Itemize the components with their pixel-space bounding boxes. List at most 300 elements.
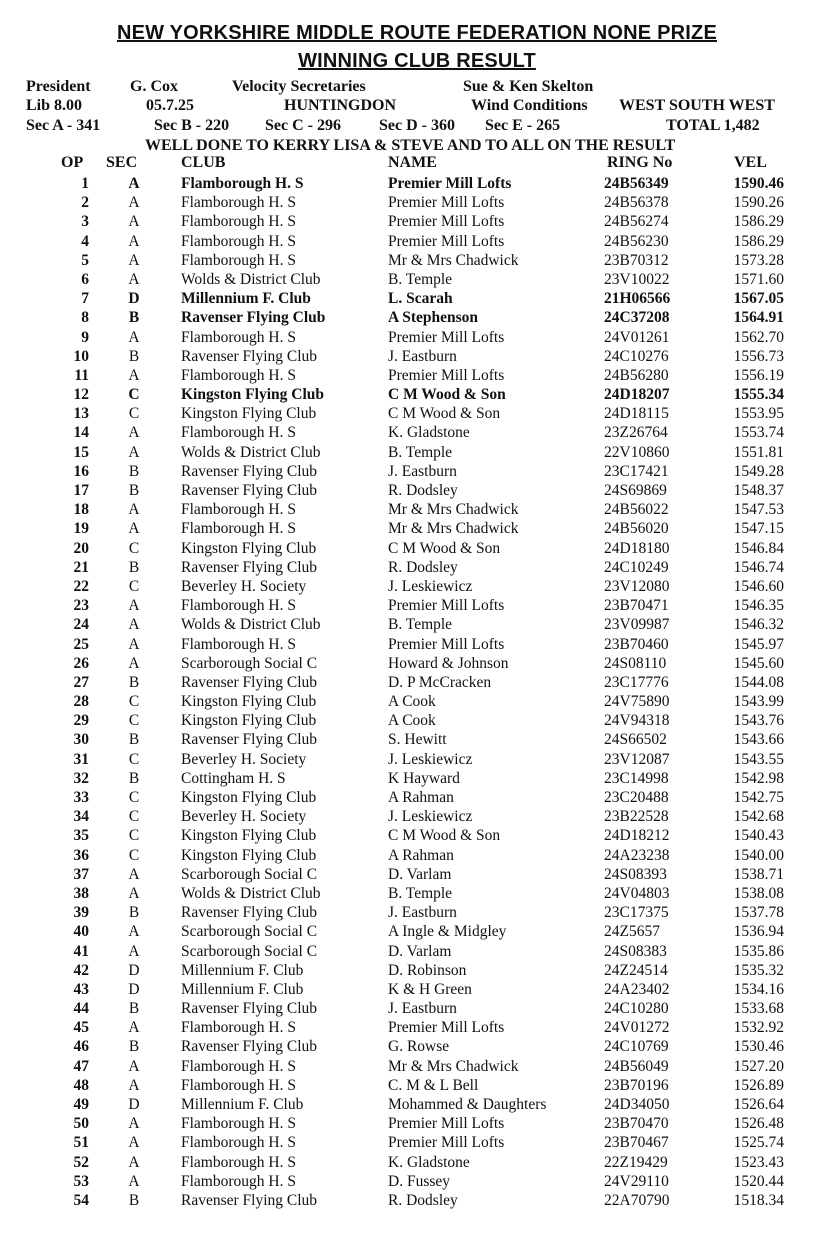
table-row	[0, 500, 834, 519]
cell-name: C M Wood & Son	[388, 539, 501, 557]
cell-name: C. M & L Bell	[388, 1076, 479, 1094]
table-row	[0, 443, 834, 462]
cell-name: A Ingle & Midgley	[388, 923, 507, 941]
cell-ring: 24B56049	[604, 1057, 669, 1075]
cell-club: Ravenser Flying Club	[181, 347, 318, 365]
cell-sec: A	[128, 213, 140, 231]
cell-ring: 24B56020	[604, 520, 669, 538]
table-row	[0, 577, 834, 596]
cell-name: A Stephenson	[388, 309, 479, 327]
cell-name: Mohammed & Daughters	[388, 1096, 547, 1113]
cell-sec: C	[128, 846, 140, 864]
cell-sec: B	[128, 558, 140, 576]
cell-vel: 1542.98	[733, 769, 784, 787]
table-row	[0, 922, 834, 941]
table-row	[0, 539, 834, 558]
cell-club: Kingston Flying Club	[181, 405, 317, 423]
cell-club: Flamborough H. S	[181, 366, 296, 384]
cell-vel: 1535.32	[733, 961, 784, 979]
cell-sec: A	[128, 654, 140, 672]
cell-ring: 24B56349	[604, 175, 669, 192]
cell-name: B. Temple	[388, 616, 453, 634]
cell-club: Flamborough H. S	[181, 1153, 296, 1171]
cell-op: 28	[73, 693, 89, 711]
table-row	[0, 730, 834, 749]
cell-op: 29	[73, 712, 89, 730]
cell-vel: 1571.60	[733, 270, 784, 288]
cell-op: 7	[81, 290, 89, 308]
cell-ring: 23C17776	[604, 673, 669, 691]
cell-name: R. Dodsley	[388, 482, 458, 499]
cell-op: 48	[73, 1076, 89, 1094]
cell-ring: 24V75890	[604, 693, 670, 711]
cell-op: 38	[73, 884, 89, 902]
cell-sec: D	[128, 290, 140, 308]
cell-sec: A	[128, 424, 140, 442]
cell-ring: 24C37208	[604, 309, 670, 327]
cell-name: Premier Mill Lofts	[388, 635, 505, 653]
race-date: 05.7.25	[146, 97, 194, 114]
table-row	[0, 481, 834, 500]
cell-name: J. Leskiewicz	[388, 808, 473, 826]
cell-club: Ravenser Flying Club	[181, 1000, 318, 1018]
cell-sec: A	[128, 884, 140, 902]
result-title: WINNING CLUB RESULT	[298, 50, 536, 72]
cell-op: 31	[73, 750, 89, 768]
cell-op: 1	[81, 175, 89, 192]
cell-name: S. Hewitt	[388, 731, 447, 749]
header-op: OP	[61, 154, 84, 171]
cell-club: Flamborough H. S	[181, 1134, 296, 1152]
cell-name: G. Rowse	[388, 1038, 450, 1056]
cell-club: Kingston Flying Club	[181, 386, 324, 404]
table-row	[0, 1133, 834, 1152]
cell-op: 23	[73, 597, 89, 615]
table-row	[0, 769, 834, 788]
cell-op: 26	[73, 654, 89, 672]
cell-sec: D	[128, 980, 140, 998]
cell-ring: 24C10769	[604, 1038, 669, 1056]
cell-ring: 23C20488	[604, 789, 669, 806]
cell-sec: A	[128, 443, 140, 461]
cell-club: Flamborough H. S	[181, 1115, 296, 1133]
cell-sec: A	[128, 501, 140, 519]
cell-name: D. P McCracken	[388, 673, 492, 691]
cell-ring: 24D18207	[604, 386, 670, 404]
cell-club: Ravenser Flying Club	[181, 1191, 318, 1209]
president-label: President	[26, 78, 91, 95]
total-count: TOTAL 1,482	[666, 117, 760, 134]
table-row	[0, 1114, 834, 1133]
section-e-count: Sec E - 265	[485, 117, 561, 134]
table-row	[0, 251, 834, 270]
cell-sec: D	[128, 961, 140, 979]
cell-op: 12	[73, 386, 89, 404]
cell-vel: 1542.68	[733, 808, 784, 826]
cell-op: 27	[73, 673, 89, 691]
table-row	[0, 1018, 834, 1037]
cell-club: Ravenser Flying Club	[181, 673, 318, 691]
cell-club: Wolds & District Club	[181, 884, 321, 902]
cell-sec: C	[128, 693, 140, 711]
cell-club: Flamborough H. S	[181, 520, 296, 538]
cell-op: 30	[73, 731, 89, 749]
cell-sec: B	[128, 1000, 140, 1018]
table-row	[0, 423, 834, 442]
cell-vel: 1518.34	[733, 1191, 784, 1209]
cell-vel: 1536.94	[733, 923, 784, 941]
cell-vel: 1590.46	[733, 175, 784, 192]
cell-name: Premier Mill Lofts	[388, 1134, 505, 1152]
cell-club: Ravenser Flying Club	[181, 1038, 318, 1056]
cell-op: 5	[81, 251, 89, 269]
cell-club: Flamborough H. S	[181, 213, 296, 231]
cell-club: Flamborough H. S	[181, 251, 296, 269]
cell-op: 17	[73, 482, 89, 499]
cell-op: 46	[73, 1038, 89, 1056]
cell-name: D. Varlam	[388, 865, 452, 883]
cell-op: 8	[81, 309, 89, 327]
cell-sec: A	[128, 1076, 140, 1094]
cell-ring: 23V09987	[604, 616, 670, 634]
cell-sec: A	[128, 520, 140, 538]
cell-club: Millennium F. Club	[181, 1096, 304, 1113]
cell-club: Scarborough Social C	[181, 923, 318, 941]
cell-ring: 24D18180	[604, 539, 670, 557]
cell-op: 22	[73, 577, 89, 595]
cell-name: Premier Mill Lofts	[388, 597, 505, 615]
cell-ring: 23C17421	[604, 462, 669, 480]
cell-sec: A	[128, 1153, 140, 1171]
cell-ring: 24V01272	[604, 1019, 670, 1037]
cell-name: Premier Mill Lofts	[388, 328, 505, 346]
cell-op: 37	[73, 865, 89, 883]
cell-sec: C	[128, 712, 140, 730]
table-header	[0, 154, 834, 174]
cell-ring: 24B56022	[604, 501, 669, 519]
cell-sec: A	[128, 194, 140, 212]
table-row	[0, 1037, 834, 1056]
table-row	[0, 961, 834, 980]
cell-ring: 24B56378	[604, 194, 669, 212]
cell-sec: C	[128, 577, 140, 595]
cell-name: D. Robinson	[388, 961, 467, 979]
cell-club: Beverley H. Society	[181, 750, 307, 768]
cell-ring: 24Z5657	[604, 923, 660, 941]
cell-op: 39	[73, 904, 89, 922]
table-row	[0, 807, 834, 826]
table-row	[0, 462, 834, 481]
cell-club: Scarborough Social C	[181, 654, 318, 672]
cell-ring: 24B56230	[604, 232, 669, 250]
cell-club: Flamborough H. S	[181, 1057, 296, 1075]
cell-vel: 1537.78	[733, 904, 784, 922]
cell-sec: C	[128, 789, 140, 806]
cell-vel: 1553.74	[733, 424, 784, 442]
cell-vel: 1540.00	[733, 846, 784, 864]
cell-club: Wolds & District Club	[181, 616, 321, 634]
cell-sec: A	[128, 635, 140, 653]
cell-vel: 1543.76	[733, 712, 784, 730]
table-row	[0, 328, 834, 347]
cell-sec: B	[128, 673, 140, 691]
cell-op: 49	[73, 1096, 89, 1113]
cell-vel: 1546.84	[733, 539, 784, 557]
cell-club: Flamborough H. S	[181, 194, 296, 212]
cell-sec: B	[128, 462, 140, 480]
cell-name: J. Eastburn	[388, 347, 457, 365]
cell-sec: C	[128, 405, 140, 423]
cell-sec: A	[128, 1057, 140, 1075]
table-row	[0, 193, 834, 212]
cell-ring: 24A23402	[604, 980, 670, 998]
cell-op: 51	[73, 1134, 89, 1152]
cell-op: 9	[81, 328, 89, 346]
cell-vel: 1586.29	[733, 213, 784, 231]
table-row	[0, 1095, 834, 1114]
cell-vel: 1538.71	[733, 865, 784, 883]
section-d-count: Sec D - 360	[379, 117, 455, 134]
cell-name: C M Wood & Son	[388, 827, 501, 845]
cell-vel: 1545.97	[733, 635, 784, 653]
cell-name: C M Wood & Son	[388, 405, 501, 423]
cell-club: Ravenser Flying Club	[181, 482, 318, 499]
cell-name: J. Eastburn	[388, 462, 457, 480]
cell-op: 36	[73, 846, 89, 864]
cell-ring: 22A70790	[604, 1191, 670, 1209]
cell-sec: B	[128, 347, 140, 365]
table-row	[0, 635, 834, 654]
cell-sec: A	[128, 616, 140, 634]
cell-name: C M Wood & Son	[388, 386, 506, 404]
cell-op: 41	[73, 942, 89, 960]
cell-vel: 1551.81	[733, 443, 784, 461]
cell-vel: 1526.89	[733, 1076, 784, 1094]
cell-club: Wolds & District Club	[181, 270, 321, 288]
race-location: HUNTINGDON	[284, 97, 397, 114]
header-name: NAME	[388, 154, 437, 171]
cell-club: Flamborough H. S	[181, 328, 296, 346]
section-a-count: Sec A - 341	[26, 117, 101, 134]
cell-vel: 1540.43	[733, 827, 784, 845]
wind-label: Wind Conditions	[471, 97, 588, 114]
cell-club: Kingston Flying Club	[181, 712, 317, 730]
cell-sec: C	[128, 539, 140, 557]
cell-op: 13	[73, 405, 89, 423]
cell-sec: B	[128, 904, 140, 922]
cell-name: A Cook	[388, 693, 436, 711]
cell-op: 54	[73, 1191, 89, 1209]
cell-name: A Cook	[388, 712, 436, 730]
cell-name: Mr & Mrs Chadwick	[388, 251, 519, 269]
cell-op: 20	[73, 539, 89, 557]
cell-name: Premier Mill Lofts	[388, 1115, 505, 1133]
cell-ring: 24D18115	[604, 405, 669, 423]
cell-vel: 1562.70	[733, 328, 784, 346]
cell-club: Wolds & District Club	[181, 443, 321, 461]
cell-sec: A	[128, 175, 140, 192]
cell-op: 34	[73, 808, 89, 826]
cell-vel: 1542.75	[733, 789, 784, 806]
table-row	[0, 1191, 834, 1210]
cell-ring: 24S08393	[604, 865, 667, 883]
cell-club: Ravenser Flying Club	[181, 462, 318, 480]
cell-ring: 23B22528	[604, 808, 669, 826]
cell-name: J. Eastburn	[388, 1000, 457, 1018]
cell-op: 6	[81, 270, 89, 288]
wind-value: WEST SOUTH WEST	[619, 97, 775, 114]
secretaries-value: Sue & Ken Skelton	[463, 78, 594, 95]
header-ring: RING No	[607, 154, 673, 171]
cell-ring: 24B56280	[604, 366, 669, 384]
cell-name: Howard & Johnson	[388, 654, 509, 672]
cell-vel: 1546.32	[733, 616, 784, 634]
cell-ring: 23V12080	[604, 577, 670, 595]
table-row	[0, 212, 834, 231]
cell-ring: 23V12087	[604, 750, 670, 768]
table-row	[0, 558, 834, 577]
cell-op: 11	[74, 366, 89, 384]
cell-sec: A	[128, 1172, 140, 1190]
table-row	[0, 692, 834, 711]
cell-op: 15	[73, 443, 89, 461]
cell-ring: 22Z19429	[604, 1153, 668, 1171]
cell-sec: A	[128, 232, 140, 250]
cell-op: 14	[73, 424, 89, 442]
header-sec: SEC	[106, 154, 138, 171]
cell-op: 53	[73, 1172, 89, 1190]
table-row	[0, 308, 834, 327]
cell-vel: 1543.99	[733, 693, 784, 711]
cell-name: K Hayward	[388, 769, 460, 787]
cell-vel: 1530.46	[733, 1038, 784, 1056]
table-row	[0, 366, 834, 385]
cell-name: Premier Mill Lofts	[388, 1019, 505, 1037]
cell-club: Kingston Flying Club	[181, 827, 317, 845]
cell-sec: A	[128, 865, 140, 883]
cell-name: Premier Mill Lofts	[388, 366, 505, 384]
table-row	[0, 1172, 834, 1191]
cell-vel: 1526.64	[733, 1096, 784, 1113]
table-row	[0, 174, 834, 193]
cell-sec: B	[128, 1038, 140, 1056]
cell-sec: A	[128, 366, 140, 384]
cell-vel: 1532.92	[733, 1019, 784, 1037]
cell-vel: 1546.35	[733, 597, 784, 615]
velocity-label: Velocity Secretaries	[232, 78, 366, 95]
cell-ring: 24S08383	[604, 942, 667, 960]
cell-name: K & H Green	[388, 980, 472, 998]
cell-name: K. Gladstone	[388, 424, 470, 442]
cell-vel: 1556.19	[733, 366, 784, 384]
cell-ring: 24D34050	[604, 1096, 670, 1113]
cell-name: Premier Mill Lofts	[388, 175, 512, 192]
cell-vel: 1543.66	[733, 731, 784, 749]
cell-op: 3	[81, 213, 89, 231]
cell-club: Kingston Flying Club	[181, 846, 317, 864]
table-row	[0, 865, 834, 884]
cell-ring: 24S66502	[604, 731, 667, 749]
cell-vel: 1553.95	[733, 405, 784, 423]
cell-club: Beverley H. Society	[181, 808, 307, 826]
cell-ring: 24A23238	[604, 846, 670, 864]
cell-name: Mr & Mrs Chadwick	[388, 520, 519, 538]
cell-name: J. Eastburn	[388, 904, 457, 922]
cell-club: Flamborough H. S	[181, 597, 296, 615]
cell-vel: 1533.68	[733, 1000, 784, 1018]
results-table	[0, 174, 834, 1210]
cell-club: Flamborough H. S	[181, 1076, 296, 1094]
cell-club: Kingston Flying Club	[181, 693, 317, 711]
cell-sec: A	[128, 1019, 140, 1037]
cell-sec: B	[128, 482, 140, 499]
cell-name: J. Leskiewicz	[388, 577, 473, 595]
cell-ring: 23C14998	[604, 769, 669, 787]
cell-vel: 1573.28	[733, 251, 784, 269]
cell-ring: 23V10022	[604, 270, 670, 288]
cell-sec: A	[128, 1115, 140, 1133]
cell-sec: A	[128, 328, 140, 346]
table-row	[0, 385, 834, 404]
cell-club: Scarborough Social C	[181, 865, 318, 883]
cell-ring: 24B56274	[604, 213, 669, 231]
cell-name: A Rahman	[388, 846, 454, 864]
cell-name: B. Temple	[388, 443, 453, 461]
cell-op: 25	[73, 635, 89, 653]
cell-club: Flamborough H. S	[181, 501, 296, 519]
cell-vel: 1564.91	[733, 309, 784, 327]
cell-sec: B	[128, 1191, 140, 1209]
table-row	[0, 711, 834, 730]
cell-ring: 24V04803	[604, 884, 670, 902]
cell-sec: B	[128, 309, 140, 327]
cell-club: Scarborough Social C	[181, 942, 318, 960]
cell-sec: B	[128, 769, 140, 787]
cell-vel: 1527.20	[733, 1057, 784, 1075]
liberation-time: Lib 8.00	[26, 97, 83, 114]
cell-ring: 23B70467	[604, 1134, 669, 1152]
cell-op: 18	[73, 501, 89, 519]
cell-op: 35	[73, 827, 89, 845]
cell-sec: C	[128, 386, 140, 404]
table-row	[0, 750, 834, 769]
cell-club: Millennium F. Club	[181, 290, 311, 308]
table-row	[0, 846, 834, 865]
cell-name: D. Varlam	[388, 942, 452, 960]
cell-name: D. Fussey	[388, 1172, 451, 1190]
cell-op: 4	[81, 232, 89, 250]
federation-title: NEW YORKSHIRE MIDDLE ROUTE FEDERATION NONE PRIZE	[116, 22, 717, 44]
cell-ring: 24C10276	[604, 347, 669, 365]
cell-club: Ravenser Flying Club	[181, 558, 318, 576]
cell-op: 45	[73, 1019, 89, 1037]
cell-op: 19	[73, 520, 89, 538]
section-c-count: Sec C - 296	[265, 117, 341, 134]
table-row	[0, 654, 834, 673]
cell-vel: 1523.43	[733, 1153, 784, 1171]
cell-op: 40	[73, 923, 89, 941]
cell-vel: 1549.28	[733, 462, 784, 480]
cell-ring: 24D18212	[604, 827, 670, 845]
cell-vel: 1525.74	[733, 1134, 784, 1152]
table-row	[0, 404, 834, 423]
cell-name: K. Gladstone	[388, 1153, 470, 1171]
cell-vel: 1590.26	[733, 194, 784, 212]
cell-name: B. Temple	[388, 270, 453, 288]
cell-vel: 1556.73	[733, 347, 784, 365]
cell-club: Ravenser Flying Club	[181, 731, 318, 749]
cell-club: Millennium F. Club	[181, 980, 304, 998]
